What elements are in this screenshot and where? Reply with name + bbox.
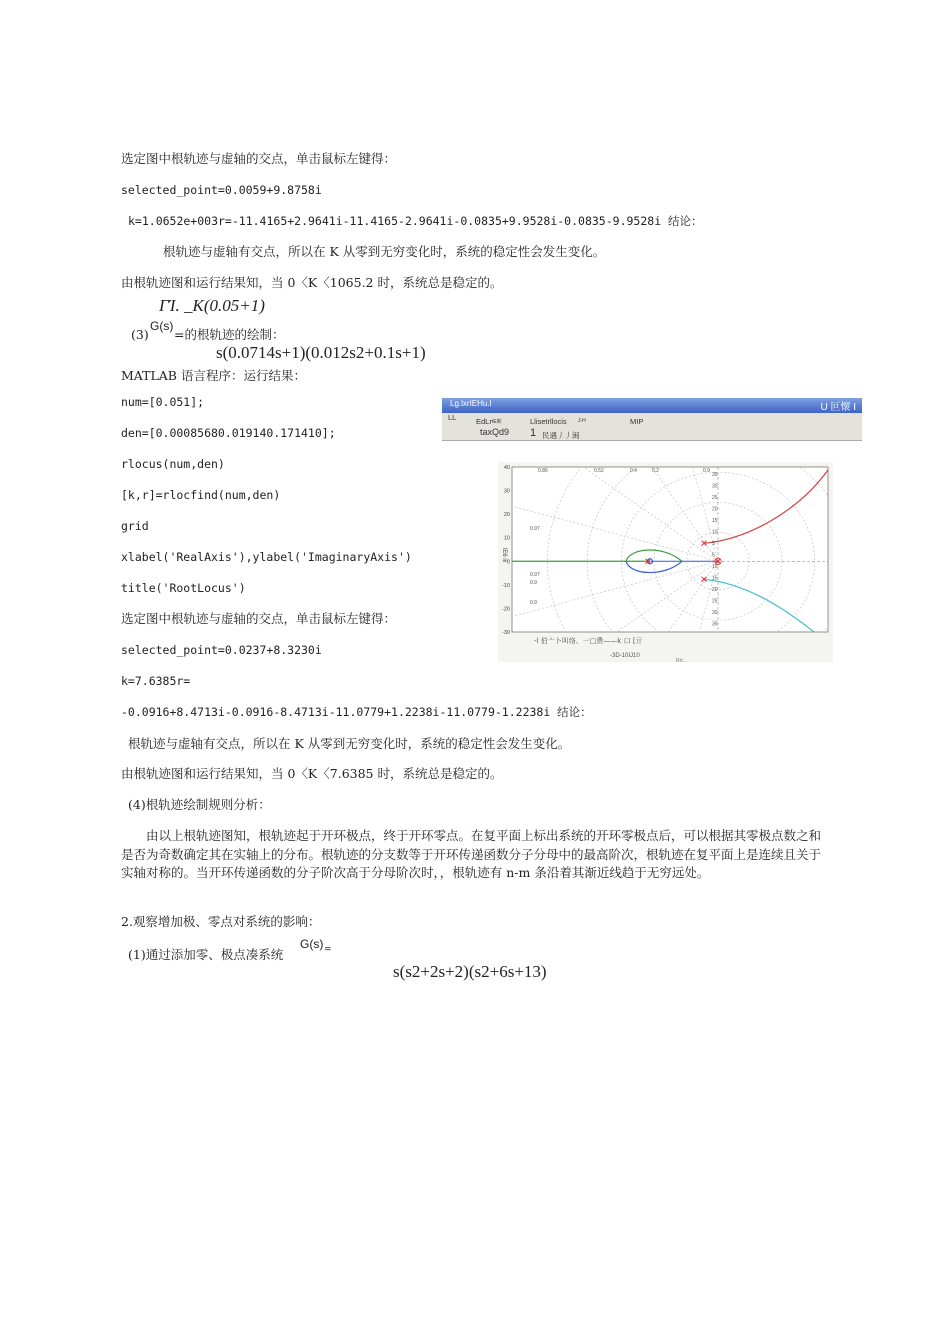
text-line: 根轨迹与虚轴有交点，所以在 K 从零到无穷变化时，系统的稳定性会发生变化。 <box>128 736 571 751</box>
frequency-label: 5 <box>712 541 715 547</box>
frequency-label: 15 <box>712 575 718 582</box>
menu-one[interactable]: 1 <box>530 427 537 439</box>
x-axis-extra: Rrt... <box>676 658 687 662</box>
damping-label: 0.9 <box>530 580 537 586</box>
menu-llisetr-sub: J-H <box>578 418 586 424</box>
window-controls[interactable]: U 叵懐 I <box>820 402 856 413</box>
window-menubar <box>442 413 862 441</box>
frequency-label: 20 <box>712 506 718 513</box>
menu-mip[interactable]: MIP <box>630 417 644 426</box>
window-title: Lg.lxrIEHu.l <box>450 399 492 408</box>
root-locus-chart <box>498 462 833 662</box>
frequency-label: 25 <box>712 495 718 501</box>
code-line: [k,r]=rlocfind(num,den) <box>121 488 281 502</box>
frequency-label: 25 <box>712 598 718 605</box>
code-line: title('RootLocus') <box>121 581 246 595</box>
menu-edit[interactable]: EdLr <box>476 417 492 426</box>
y-tick-label: 20 <box>503 512 510 519</box>
damping-label: 0.86 <box>538 468 548 474</box>
formula-numerator: ΓΊ. _K(0.05+1) <box>159 296 265 315</box>
formula-g: G(s) <box>300 937 324 951</box>
code-line: rlocus(num,den) <box>121 457 225 471</box>
frequency-label: 5 <box>712 552 715 559</box>
code-line: grid <box>121 519 149 533</box>
code-line: k=7.6385r= <box>121 674 191 688</box>
text-line: MATLAB 语言程序：运行结果： <box>121 368 306 383</box>
damping-label: 0.97 <box>530 526 540 532</box>
code-line: xlabel('RealAxis'),ylabel('ImaginaryAxis') <box>121 550 412 564</box>
frequency-label: 20 <box>712 587 718 593</box>
text-line: 由根轨迹图和运行结果知，当 0〈K〈1065.2 时，系统总是稳定的。 <box>121 275 503 290</box>
damping-label: 0.97 <box>530 572 540 578</box>
analysis-paragraph: 由以上根轨迹图知，根轨迹起于开环极点，终于开环零点。在复平面上标出系统的开环零极点后，可以根据其零极点数之和是否为奇数确定其在实轴上的分布。根轨迹的分支数等于开环传递函数分子分母中的最高阶次，根轨迹在复平面上是连续且关于实轴对称的。当开环传递函数的分子阶次高于分母阶次时，，根轨迹有 n-m 条沿着其渐近线趋于无穷远处。 <box>121 828 822 880</box>
frequency-label: 35 <box>712 621 718 628</box>
frequency-label: 15 <box>712 518 718 524</box>
menu-cn[interactable]: 民遇丿丿闽 <box>542 431 580 440</box>
damping-label: 0.2 <box>652 468 659 474</box>
code-line: num=[0.051]; <box>121 395 205 409</box>
y-tick-label: 10 <box>503 535 510 542</box>
text-line: (3) <box>131 327 149 342</box>
damping-label: 0.9 <box>530 600 537 606</box>
frequency-label: 30 <box>712 483 718 490</box>
code-line: k=1.0652e+003r=-11.4165+2.9641i-11.4165-2.9641i-0.0835+9.9528i-0.0835-9.9528i 结论： <box>128 214 703 228</box>
menu-ll[interactable]: LL <box>448 413 457 422</box>
formula-denominator: s(s2+2s+2)(s2+6s+13) <box>393 962 547 981</box>
text-line: (1)通过添加零、极点凑系统 <box>128 947 284 962</box>
y-tick-label: -20 <box>502 606 510 613</box>
y-tick-label: 0 <box>506 559 510 566</box>
y-tick-label: -30 <box>502 630 510 636</box>
frequency-label: 30 <box>712 610 718 616</box>
code-line: den=[0.00085680.019140.171410]; <box>121 426 336 440</box>
text-line: 由根轨迹图和运行结果知，当 0〈K〈7.6385 时，系统总是稳定的。 <box>121 766 503 781</box>
bottom-note: -l 伯亠卜叫络、一□费——k 口 [亓 <box>534 637 643 645</box>
text-line: 选定图中根轨迹与虚轴的交点，单击鼠标左键得： <box>121 611 397 626</box>
formula-g: G(s) <box>150 319 174 333</box>
x-axis-label: -3D-10IJ10 <box>610 653 640 659</box>
damping-label: 0.9 <box>703 468 710 474</box>
frequency-label: 10 <box>712 529 718 536</box>
code-line: selected_point=0.0059+9.8758i <box>121 183 322 197</box>
code-line: -0.0916+8.4713i-0.0916-8.4713i-11.0779+1.2238i-11.0779-1.2238i 结论： <box>121 705 592 719</box>
y-tick-label: -10 <box>502 582 510 589</box>
menu-llisetr[interactable]: Llisetrllocis <box>530 417 567 426</box>
text-line: =的根轨迹的绘制： <box>174 327 285 342</box>
frequency-label: 10 <box>712 564 718 570</box>
text-line: 选定图中根轨迹与虚轴的交点，单击鼠标左键得： <box>121 151 397 166</box>
code-line: selected_point=0.0237+8.3230i <box>121 643 322 657</box>
text-line: 根轨迹与虚轴有交点，所以在 K 从零到无穷变化时，系统的稳定性会发生变化。 <box>163 244 606 259</box>
text-line: (4)根轨迹绘制规则分析： <box>128 797 271 812</box>
formula-denominator: s(0.0714s+1)(0.012s2+0.1s+1) <box>216 343 426 362</box>
text-line: 2.观察增加极、零点对系统的影响： <box>121 914 321 929</box>
frequency-label: 35 <box>712 472 718 478</box>
window-titlebar <box>442 398 862 413</box>
damping-label: 0.4 <box>630 468 637 474</box>
formula-eq: = <box>324 945 332 955</box>
menu-edit-sub: tE断 <box>492 419 502 425</box>
y-tick-label: 30 <box>503 488 510 495</box>
y-tick-label: 40 <box>503 465 510 471</box>
y-axis-label: lE6 iii <box>501 548 507 563</box>
menu-tax[interactable]: taxQd9 <box>480 427 510 437</box>
damping-label: 0.52 <box>594 468 604 474</box>
